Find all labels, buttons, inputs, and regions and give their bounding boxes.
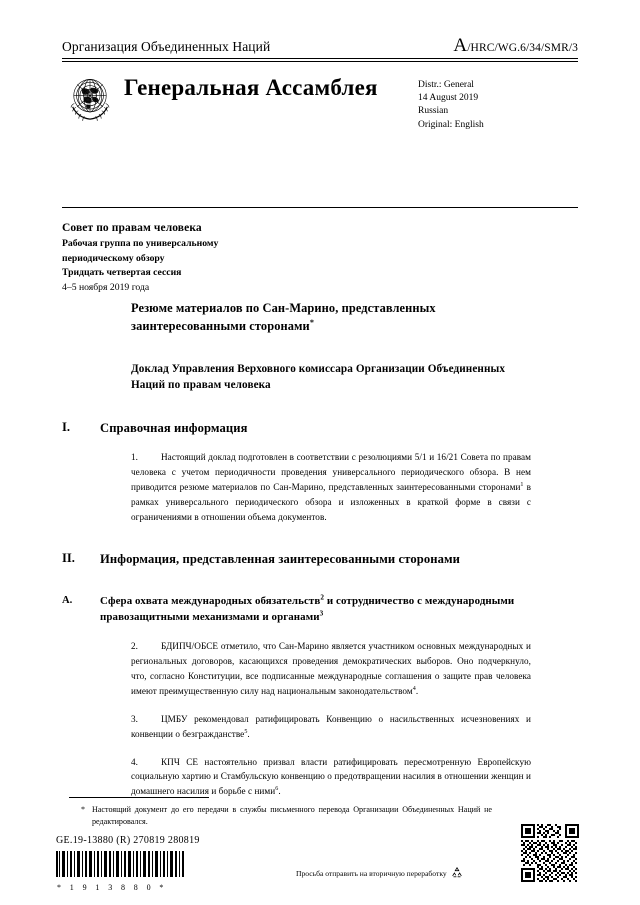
document-language: Russian [418, 106, 449, 117]
footnote [81, 804, 492, 828]
subsection-a-title-part1: Сфера охвата международных обязательств [100, 595, 321, 608]
session-dates: 4–5 ноября 2019 года [62, 281, 150, 293]
subsection-a-title-part2: и сотрудничество с международными правозащитными механизмами и органами [100, 595, 515, 624]
page-subtitle: Доклад Управления Верховного комиссара Организации Объединенных Наций по правам человека [131, 363, 506, 392]
section-1-number: I. [62, 419, 71, 434]
paragraph-4-text-a: КПЧ СЕ настоятельно призвал власти ратифицировать пересмотренную Европейскую социальную хартию и Стамбульскую конвенцию о предотвращении насилия в отношении женщин и домашнего насилия и борьбе с ними [131, 756, 531, 797]
document-symbol-rest: /HRC/WG.6/34/SMR/3 [467, 42, 578, 54]
qr-code [521, 824, 579, 887]
paragraph-3-text-b: . [247, 728, 250, 739]
barcode-digits: * 1 9 1 3 8 8 0 * [57, 883, 167, 892]
working-group-line-2: периодическому обзору [62, 252, 165, 264]
original-language: Original: English [418, 119, 484, 130]
subsection-a-number: A. [62, 595, 73, 607]
paragraph-2-number: 2. [131, 641, 138, 652]
paragraph-2-footnote-marker: 4 [412, 685, 416, 692]
paragraph-2-text-b: . [415, 685, 419, 696]
council-name: Совет по правам человека [62, 222, 202, 234]
masthead-bottom-rule [62, 207, 578, 208]
paragraph-4-footnote-marker: 6 [275, 786, 279, 793]
page-title-text: Резюме материалов по Сан-Марино, представленных заинтересованными сторонами [131, 301, 436, 333]
section-1-title: Справочная информация [100, 420, 248, 435]
organization-name: Организация Объединенных Наций [62, 39, 271, 54]
ge-document-code: GE.19-13880 (R) 270819 280819 [56, 835, 200, 846]
paragraph-3-number: 3. [131, 713, 138, 724]
paragraph-4 [131, 755, 531, 800]
footnote-separator [69, 797, 209, 798]
footnote-marker: * [81, 805, 86, 814]
masthead [62, 36, 578, 135]
session-number: Тридцать четвертая сессия [62, 267, 182, 279]
masthead-top-row [62, 36, 578, 58]
paragraph-3 [131, 712, 531, 742]
paragraph-2-text-a: БДИПЧ/ОБСЕ отметило, что Сан-Марино является участником основных международных и региональных договоров, касающихся проведения демократических выборов. Оно подчеркнуло, что, согласно Конституции, все подписанные международные соглашения о защите прав человека имеют преимущественную силу над национальным законодательством [131, 641, 531, 696]
document-symbol-prefix: A [453, 35, 468, 56]
qr-code-svg [521, 824, 579, 882]
section-2-title: Информация, представленная заинтересованными сторонами [100, 551, 461, 566]
subsection-a-footnote-marker-1: 2 [320, 593, 325, 602]
page-title [131, 300, 531, 335]
subsection-a-title [100, 594, 578, 626]
paragraph-3-footnote-marker: 5 [244, 728, 248, 735]
un-emblem-svg [62, 71, 118, 127]
recycle-notice-text: Просьба отправить на вторичную переработку [296, 868, 447, 878]
section-2-number: II. [62, 550, 75, 565]
distribution-type: Distr.: General [418, 79, 474, 90]
paragraph-1-text-a: Настоящий доклад подготовлен в соответствии с резолюциями 5/1 и 16/21 Совета по правам человека с учетом периодичности проведения универсального периодического обзора. В нем приводится резюме материалов по Сан-Марино, представленных заинтересованными сторонами [131, 452, 531, 493]
paragraph-1-text-b: в рамках универсального периодического обзора и изложенных в краткой форме в связи с ограничениями в отношении объема документов. [131, 482, 531, 522]
paragraph-1-footnote-marker: 1 [520, 482, 524, 489]
working-group-line-1: Рабочая группа по универсальному [62, 238, 219, 250]
paragraph-1-number: 1. [131, 452, 138, 463]
distribution-date: 14 August 2019 [418, 92, 479, 103]
masthead-rule [62, 58, 578, 59]
paragraph-3-text-a: ЦМБУ рекомендовал ратифицировать Конвенцию о насильственных исчезновениях и конвенции о безгражданстве [131, 713, 531, 739]
recycle-icon [450, 866, 464, 880]
masthead-body [62, 69, 578, 135]
paragraph-4-number: 4. [131, 756, 138, 767]
section-heading-2 [62, 551, 578, 569]
barcode [56, 851, 188, 892]
section-heading-1 [62, 420, 578, 438]
general-assembly-title: Генеральная Ассамблея [124, 74, 378, 100]
council-block [62, 220, 392, 295]
barcode-svg [56, 851, 188, 877]
document-content [62, 300, 578, 799]
page-title-footnote-marker: * [309, 317, 314, 327]
paragraph-1 [131, 450, 531, 525]
recycle-notice [296, 866, 464, 880]
subsection-heading-a [62, 594, 578, 626]
document-symbol [453, 36, 578, 55]
masthead-rule-secondary [62, 61, 578, 62]
distribution-block [418, 69, 578, 133]
footnote-text: Настоящий документ до его передачи в службы письменного перевода Организации Объединенных Наций не редактировался. [92, 805, 492, 827]
paragraph-4-text-b: . [278, 786, 281, 797]
un-emblem [62, 69, 124, 132]
paragraph-2 [131, 639, 531, 699]
subsection-a-footnote-marker-2: 3 [319, 609, 324, 618]
